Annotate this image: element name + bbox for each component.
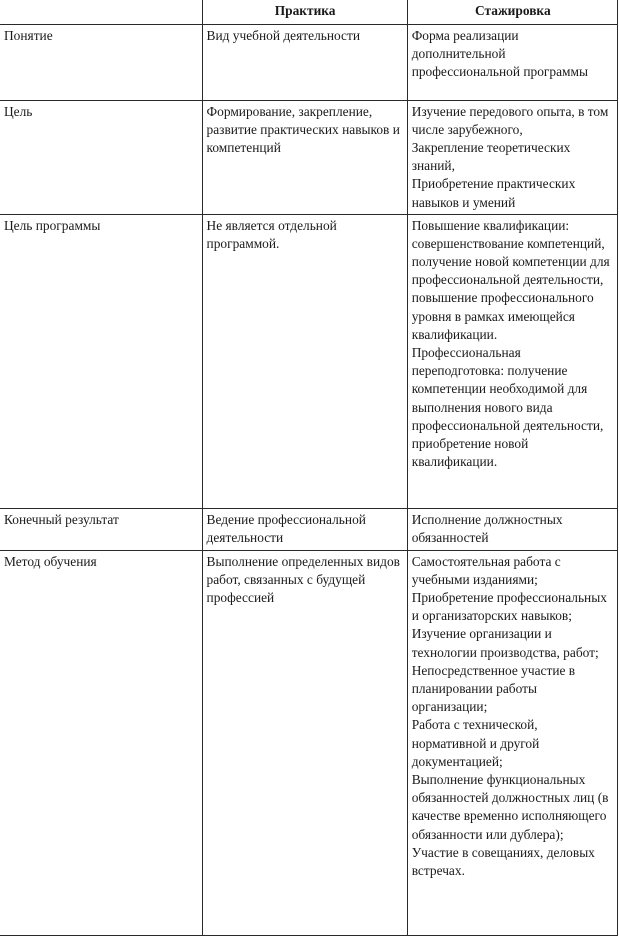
practice-cell bbox=[202, 100, 407, 214]
cell-text: Вид учебной деятельности bbox=[206, 27, 361, 43]
header-row bbox=[0, 0, 618, 24]
row-label: Конечный результат bbox=[0, 508, 202, 550]
row-label: Метод обучения bbox=[0, 550, 202, 936]
internship-cell bbox=[407, 24, 617, 100]
header-internship: Стажировка bbox=[407, 0, 617, 24]
row-label: Понятие bbox=[0, 24, 202, 100]
cell-text: Не является отдельной программой. bbox=[206, 217, 337, 251]
practice-cell bbox=[202, 214, 407, 508]
table-row bbox=[0, 550, 618, 936]
cell-text: Изучение передового опыта, в том числе зарубежного, bbox=[411, 103, 609, 137]
internship-cell bbox=[407, 214, 617, 508]
cell-text: Участие в совещаниях, деловых встречах. bbox=[411, 844, 595, 878]
row-label: Цель bbox=[0, 100, 202, 214]
cell-text: Закрепление теоретических знаний, bbox=[411, 139, 571, 174]
table-row bbox=[0, 214, 618, 508]
header-practice: Практика bbox=[202, 0, 407, 24]
cell-text: Изучение организации и технологии производства, работ; bbox=[411, 626, 599, 660]
practice-cell bbox=[202, 550, 407, 936]
cell-text: Выполнение функциональных обязанностей должностных лиц (в качестве временно исполняющего обязанности или дублера); bbox=[411, 771, 609, 842]
cell-text: Работа с технической, нормативной и другой документацией; bbox=[411, 717, 540, 769]
cell-text: Исполнение должностных обязанностей bbox=[411, 511, 563, 545]
cell-text: Выполнение определенных видов работ, связанных с будущей профессией bbox=[206, 553, 400, 605]
internship-cell bbox=[407, 550, 617, 936]
table-row bbox=[0, 24, 618, 100]
cell-text: Повышение квалификации: совершенствование компетенций, получение новой компетенции для профессиональной деятельности, повышение профессионального уровня в рамках имеющейся квалификации. bbox=[411, 217, 610, 342]
cell-text: Ведение профессиональной деятельности bbox=[206, 511, 366, 545]
table-row bbox=[0, 100, 618, 214]
cell-text: Непосредственное участие в планировании работы организации; bbox=[411, 662, 576, 715]
cell-text: Профессиональная переподготовка: получение компетенции необходимой для выполнения нового вида профессиональной деятельности, приобретение новой квалификации. bbox=[411, 344, 604, 470]
cell-text: Приобретение практических навыков и умений bbox=[411, 176, 576, 210]
internship-cell bbox=[407, 508, 617, 550]
cell-text: Формирование, закрепление, развитие практических навыков и компетенций bbox=[206, 103, 400, 155]
cell-text: Приобретение профессиональных и организаторских навыков; bbox=[411, 589, 607, 624]
table-row bbox=[0, 508, 618, 550]
practice-cell bbox=[202, 508, 407, 550]
cell-text: Самостоятельная работа с учебными изданиями; bbox=[411, 553, 561, 587]
row-label: Цель программы bbox=[0, 214, 202, 508]
internship-cell bbox=[407, 100, 617, 214]
cell-text: Форма реализации дополнительной профессиональной программы bbox=[411, 27, 588, 79]
practice-cell bbox=[202, 24, 407, 100]
header-empty-cell bbox=[0, 0, 202, 24]
